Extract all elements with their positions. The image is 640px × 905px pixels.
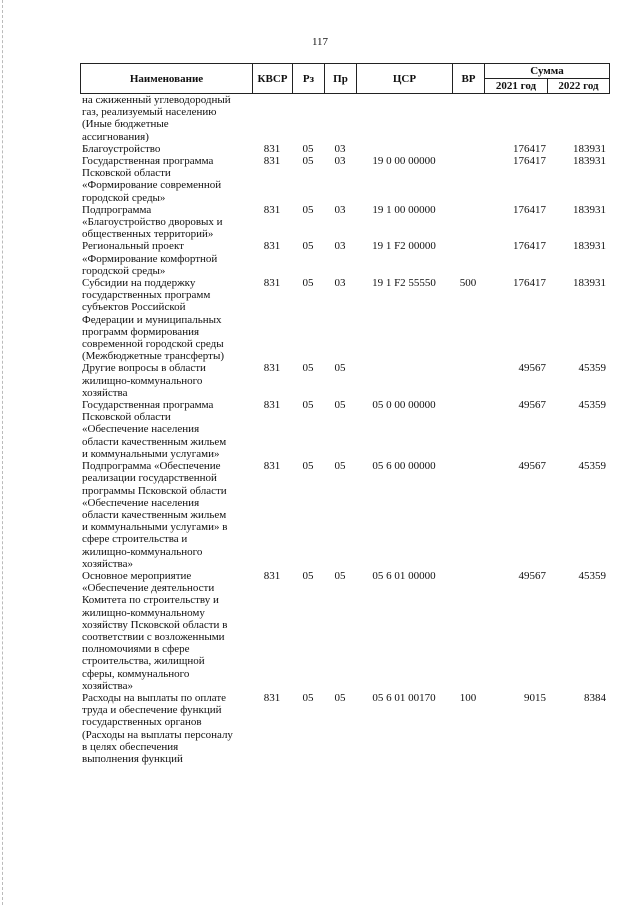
row-rz: 05 [302, 240, 314, 253]
table-row [80, 570, 609, 692]
row-name: Расходы на выплаты по оплате труда и обеспечение функций государственных органов (Расходы на выплаты персоналу в целях обеспечения выполнения функций [82, 691, 233, 765]
row-sum-2022: 8384 [584, 691, 606, 704]
table-row [80, 94, 609, 143]
row-sum-2022: 183931 [573, 142, 606, 155]
row-csr: 19 0 00 00000 [372, 155, 436, 168]
row-rz: 05 [302, 277, 314, 290]
table-row [80, 240, 609, 277]
row-name: Благоустройство [82, 142, 161, 155]
table-row [80, 155, 609, 204]
header-year-2021: 2021 год [485, 79, 548, 94]
header-year-2022: 2022 год [548, 79, 610, 94]
row-pr: 05 [334, 569, 346, 582]
row-sum-2022: 45359 [578, 362, 606, 375]
page-left-edge [2, 0, 3, 905]
row-rz: 05 [302, 362, 314, 375]
row-name: Подпрограмма «Обеспечение реализации государственной программы Псковской области «Обеспечение населения области качественным жильем и коммунальными услугами» в сфере строительства и жилищно-коммунального хозяйства» [82, 460, 228, 570]
row-name: на сжиженный углеводородный газ, реализуемый населению (Иные бюджетные ассигнования) [82, 94, 231, 143]
table-body [80, 94, 609, 765]
row-sum-2022: 45359 [578, 460, 606, 473]
row-sum-2021: 49567 [518, 460, 546, 473]
row-csr: 19 1 00 00000 [372, 203, 436, 216]
row-pr: 03 [334, 277, 346, 290]
row-sum-2022: 183931 [573, 277, 606, 290]
row-csr: 05 0 00 00000 [372, 399, 436, 412]
row-csr: 05 6 01 00170 [372, 691, 436, 704]
header-name: Наименование [81, 64, 253, 94]
row-kvsr: 831 [263, 691, 281, 704]
row-pr: 05 [334, 399, 346, 412]
row-sum-2021: 9015 [524, 691, 546, 704]
row-csr: 19 1 F2 55550 [372, 277, 436, 290]
row-kvsr: 831 [263, 240, 281, 253]
row-name: Субсидии на поддержку государственных программ субъектов Российской Федерации и муниципальных программ формирования современной городской среды (Межбюджетные трансферты) [82, 277, 224, 363]
header-rz: Рз [293, 64, 325, 94]
row-name: Государственная программа Псковской области «Обеспечение населения области качественным жильем и коммунальными услугами» [82, 399, 227, 460]
row-pr: 05 [334, 460, 346, 473]
row-sum-2022: 183931 [573, 155, 606, 168]
row-name: Подпрограмма «Благоустройство дворовых и общественных территорий» [82, 203, 223, 241]
row-pr: 05 [334, 691, 346, 704]
row-rz: 05 [302, 569, 314, 582]
row-kvsr: 831 [263, 569, 281, 582]
table-row [80, 460, 609, 570]
row-csr: 05 6 00 00000 [372, 460, 436, 473]
page-number: 117 [311, 36, 329, 48]
row-rz: 05 [302, 399, 314, 412]
row-sum-2021: 176417 [513, 155, 546, 168]
row-csr: 05 6 01 00000 [372, 569, 436, 582]
row-name: Региональный проект «Формирование комфортной городской среды» [82, 240, 218, 277]
table-row [80, 362, 609, 399]
row-sum-2021: 49567 [518, 569, 546, 582]
row-rz: 05 [302, 691, 314, 704]
table-row [80, 204, 609, 241]
row-sum-2021: 176417 [513, 203, 546, 216]
row-sum-2021: 176417 [513, 142, 546, 155]
table-row [80, 399, 609, 460]
row-rz: 05 [302, 142, 314, 155]
header-pr: Пр [325, 64, 357, 94]
header-csr: ЦСР [357, 64, 453, 94]
row-pr: 03 [334, 203, 346, 216]
table-row [80, 692, 609, 765]
row-csr: 19 1 F2 00000 [372, 240, 436, 253]
row-rz: 05 [302, 155, 314, 168]
row-kvsr: 831 [263, 277, 281, 290]
row-sum-2021: 49567 [518, 362, 546, 375]
row-name: Основное мероприятие «Обеспечение деятельности Комитета по строительству и жилищно-коммунальному хозяйству Псковской области в соответствии с возложенными полномочиями в сфере строительства, жилищной сферы, коммунального хозяйства» [82, 569, 228, 692]
row-kvsr: 831 [263, 203, 281, 216]
row-sum-2022: 45359 [578, 399, 606, 412]
row-kvsr: 831 [263, 460, 281, 473]
header-sum: Сумма [485, 64, 610, 79]
row-sum-2022: 183931 [573, 203, 606, 216]
row-rz: 05 [302, 460, 314, 473]
row-kvsr: 831 [263, 362, 281, 375]
row-kvsr: 831 [263, 155, 281, 168]
header-vr: ВР [453, 64, 485, 94]
row-sum-2022: 183931 [573, 240, 606, 253]
table-row [80, 277, 609, 362]
row-name: Другие вопросы в области жилищно-коммунального хозяйства [82, 362, 206, 399]
row-pr: 05 [334, 362, 346, 375]
row-rz: 05 [302, 203, 314, 216]
row-sum-2021: 49567 [518, 399, 546, 412]
row-kvsr: 831 [263, 142, 281, 155]
row-pr: 03 [334, 155, 346, 168]
row-kvsr: 831 [263, 399, 281, 412]
row-vr: 100 [459, 691, 477, 704]
row-name: Государственная программа Псковской области «Формирование современной городской среды» [82, 155, 222, 204]
table-row [80, 143, 609, 155]
row-sum-2021: 176417 [513, 277, 546, 290]
header-kvsr: КВСР [253, 64, 293, 94]
row-pr: 03 [334, 142, 346, 155]
row-pr: 03 [334, 240, 346, 253]
row-vr: 500 [459, 277, 477, 290]
table-header [80, 63, 610, 94]
row-sum-2022: 45359 [578, 569, 606, 582]
row-sum-2021: 176417 [513, 240, 546, 253]
